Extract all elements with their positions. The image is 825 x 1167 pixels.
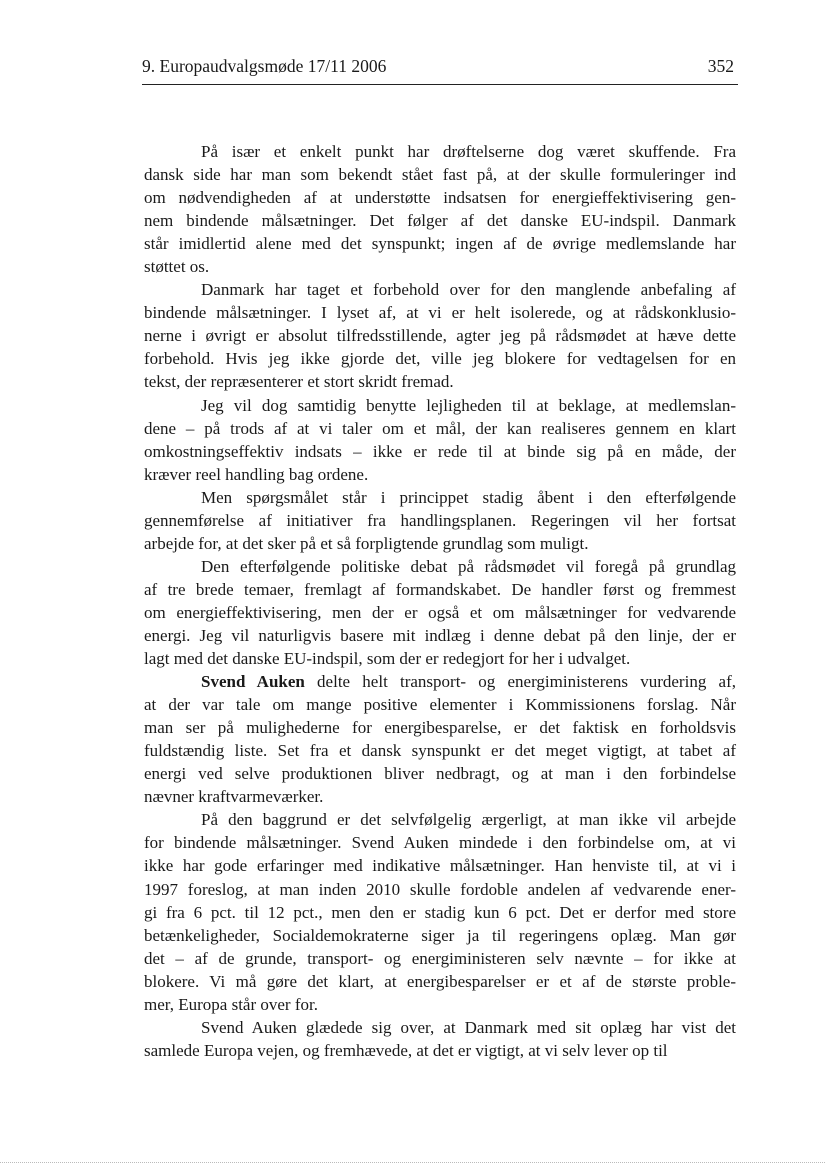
text-line: tekst, der repræsenterer et stort skridt fremad. — [144, 372, 454, 392]
paragraph — [144, 1016, 736, 1062]
text-line: nerne i øvrigt er absolut tilfredsstillende, agter jeg på rådsmødet at hæve dette — [144, 326, 736, 346]
text-line: af tre brede temaer, fremlagt af formandskabet. De handler først og fremmest — [144, 579, 736, 599]
paragraph — [144, 486, 736, 555]
text-line: energi. Jeg vil naturligvis basere mit indlæg i denne debat på den linje, der er — [144, 625, 736, 645]
text-line: kræver reel handling bag ordene. — [144, 464, 369, 484]
text-line: om energieffektivisering, men der er også et om målsætninger for vedvarende — [144, 602, 736, 622]
paragraph — [144, 140, 736, 278]
text-line: dene – på trods af at vi taler om et mål, der kan realiseres gennem en klart — [144, 418, 736, 438]
text-line: støttet os. — [144, 257, 210, 277]
page-number: 352 — [707, 56, 734, 76]
text-line: gi fra 6 pct. til 12 pct., men den er stadig kun 6 pct. Det er derfor med store — [144, 902, 736, 922]
text-line: blokere. Vi må gøre det klart, at energibesparelser er et af de største proble- — [144, 971, 736, 991]
paragraph — [144, 555, 736, 670]
paragraph — [144, 808, 736, 1015]
text-line: forbehold. Hvis jeg ikke gjorde det, ville jeg blokere for vedtagelsen for en — [144, 349, 736, 369]
text-line: fuldstændig liste. Set fra et dansk synspunkt er det meget vigtigt, at tabet af — [144, 741, 736, 761]
text-line: På især et enkelt punkt har drøftelserne dog været skuffende. Fra — [201, 142, 736, 161]
text-line: Den efterfølgende politiske debat på rådsmødet vil foregå på grundlag — [201, 556, 736, 576]
text-line: det – af de grunde, transport- og energiministeren selv nævnte – for ikke at — [144, 948, 736, 968]
text-line: Jeg vil dog samtidig benytte lejligheden til at beklage, at medlemslan- — [201, 395, 736, 415]
paragraph — [144, 670, 736, 808]
text-line: nem bindende målsætninger. Det følger af det danske EU-indspil. Danmark — [144, 211, 736, 231]
text-line: På den baggrund er det selvfølgelig ærgerligt, at man ikke vil arbejde — [201, 810, 736, 830]
paragraph — [144, 394, 736, 486]
text-line: nævner kraftvarmeværker. — [144, 787, 324, 807]
header-title: 9. Europaudvalgsmøde 17/11 2006 — [142, 56, 387, 76]
text-line: at der var tale om mange positive elementer i Kommissionens forslag. Når — [144, 695, 736, 715]
speaker-name: Svend Auken — [201, 672, 305, 692]
text-line: bindende målsætninger. I lyset af, at vi er helt isolerede, og at rådskonklusio- — [144, 303, 736, 323]
text-line: omkostningseffektiv indsats – ikke er rede til at binde sig på en måde, der — [144, 441, 736, 461]
text-line: man ser på mulighederne for energibesparelse, er det faktisk en forholdsvis — [144, 718, 736, 738]
scan-edge — [0, 1162, 825, 1163]
text-line: dansk side har man som bekendt stået fast på, at der skulle formuleringer ind — [144, 165, 736, 185]
line-text: delte helt transport- og energiministerens vurdering af, — [304, 672, 736, 692]
body-text — [144, 140, 736, 1062]
text-line: Danmark har taget et forbehold over for den manglende anbefaling af — [201, 280, 736, 300]
text-line: står imidlertid alene med det synspunkt; ingen af de øvrige medlemslande har — [144, 234, 736, 254]
text-line — [144, 670, 736, 693]
text-line: arbejde for, at det sker på et så forpligtende grundlag som muligt. — [144, 533, 589, 553]
text-line: gennemførelse af initiativer fra handlingsplanen. Regeringen vil her fortsat — [144, 510, 736, 530]
text-line: ikke har gode erfaringer med indikative målsætninger. Han henviste til, at vi i — [144, 856, 736, 876]
paragraph — [144, 278, 736, 393]
text-line: mer, Europa står over for. — [144, 994, 318, 1014]
text-line: Svend Auken glædede sig over, at Danmark med sit oplæg har vist det — [201, 1017, 736, 1037]
text-line: om nødvendigheden af at understøtte indsatsen for energieffektivisering gen- — [144, 188, 736, 208]
header-rule — [142, 84, 738, 85]
text-line: betænkeligheder, Socialdemokraterne siger ja til regeringens oplæg. Man gør — [144, 925, 736, 945]
text-line: energi ved selve produktionen bliver nedbragt, og at man i den forbindelse — [144, 764, 736, 784]
text-line: 1997 foreslog, at man inden 2010 skulle fordoble andelen af vedvarende ener- — [144, 879, 736, 899]
text-line: for bindende målsætninger. Svend Auken mindede i den forbindelse om, at vi — [144, 833, 736, 853]
page-header — [142, 52, 738, 80]
text-line: samlede Europa vejen, og fremhævede, at det er vigtigt, at vi selv lever op til — [144, 1040, 668, 1060]
text-line: lagt med det danske EU-indspil, som der er redegjort for her i udvalget. — [144, 649, 631, 669]
text-line: Men spørgsmålet står i princippet stadig åbent i den efterfølgende — [201, 487, 736, 507]
